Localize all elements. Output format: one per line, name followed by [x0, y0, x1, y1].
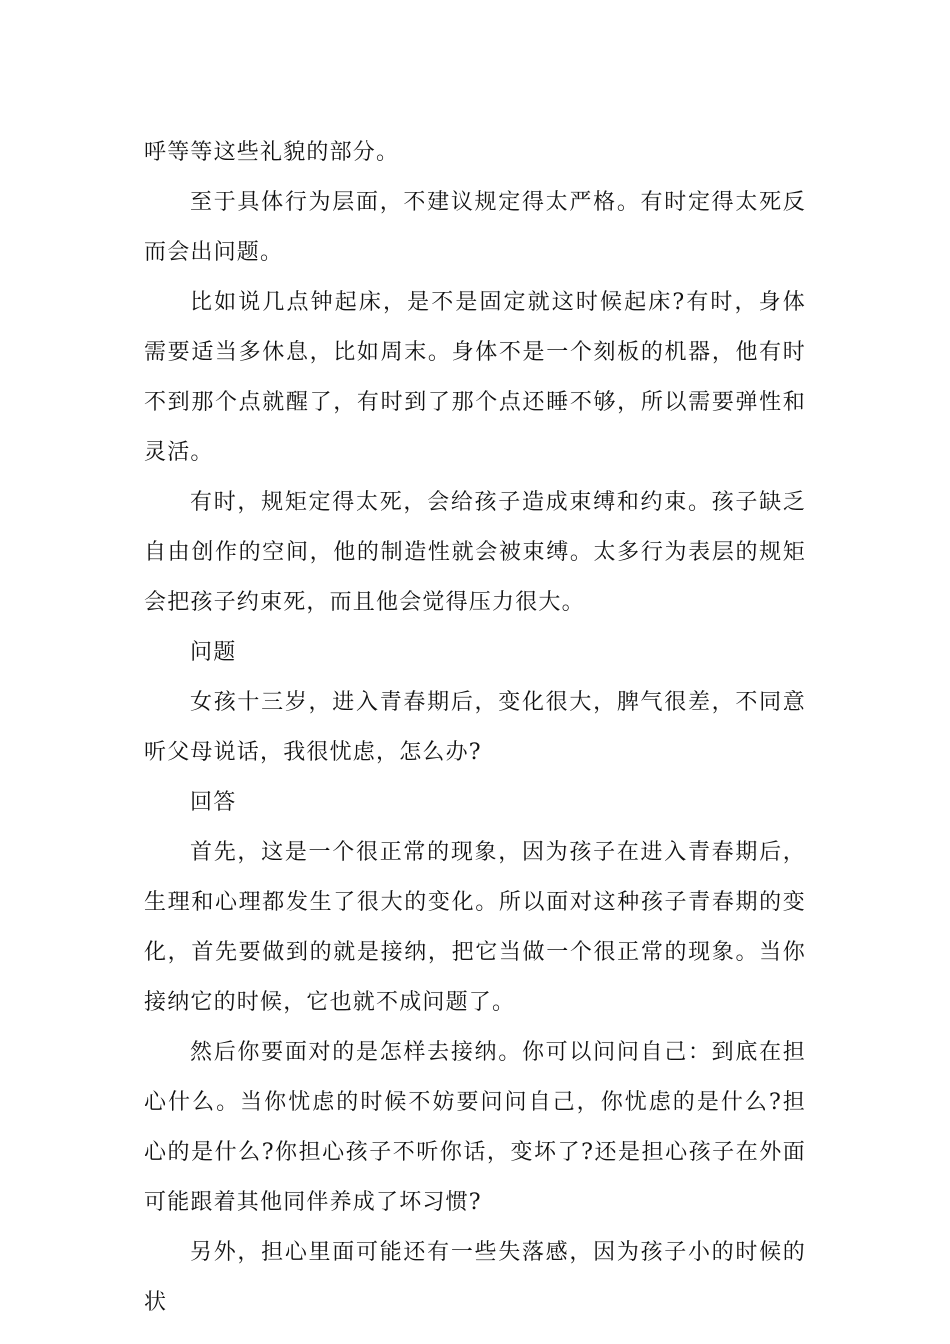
question-heading: 问题 [190, 640, 237, 665]
paragraph-wake-up-example: 比如说几点钟起床，是不是固定就这时候起床?有时，身体需要适当多休息，比如周末。身体不是一个刻板的机器，他有时不到那个点就醒了，有时到了那个点还睡不够，所以需要弹性和灵活。 [144, 290, 806, 465]
paragraph-behavior-rules: 至于具体行为层面，不建议规定得太严格。有时定得太死反而会出问题。 [144, 190, 806, 265]
paragraph-rules-too-strict: 有时，规矩定得太死，会给孩子造成束缚和约束。孩子缺乏自由创作的空间，他的制造性就会被束缚。太多行为表层的规矩会把孩子约束死，而且他会觉得压力很大。 [144, 490, 806, 615]
answer-heading: 回答 [190, 790, 237, 815]
question-text: 女孩十三岁，进入青春期后，变化很大，脾气很差，不同意听父母说话，我很忧虑，怎么办? [144, 690, 806, 765]
paragraph-answer-accept: 首先，这是一个很正常的现象，因为孩子在进入青春期后，生理和心理都发生了很大的变化。所以面对这种孩子青春期的变化，首先要做到的就是接纳，把它当做一个很正常的现象。当你接纳它的时候，它也就不成问题了。 [144, 840, 806, 1015]
paragraph-answer-loss: 另外，担心里面可能还有一些失落感，因为孩子小的时候的状 [144, 1240, 806, 1315]
document-body [144, 128, 806, 1328]
paragraph-answer-ask-yourself: 然后你要面对的是怎样去接纳。你可以问问自己：到底在担心什么。当你忧虑的时候不妨要问问自己，你忧虑的是什么?担心的是什么?你担心孩子不听你话，变坏了?还是担心孩子在外面可能跟着其他同伴养成了坏习惯? [144, 1040, 806, 1215]
paragraph-continuation: 呼等等这些礼貌的部分。 [144, 140, 400, 165]
